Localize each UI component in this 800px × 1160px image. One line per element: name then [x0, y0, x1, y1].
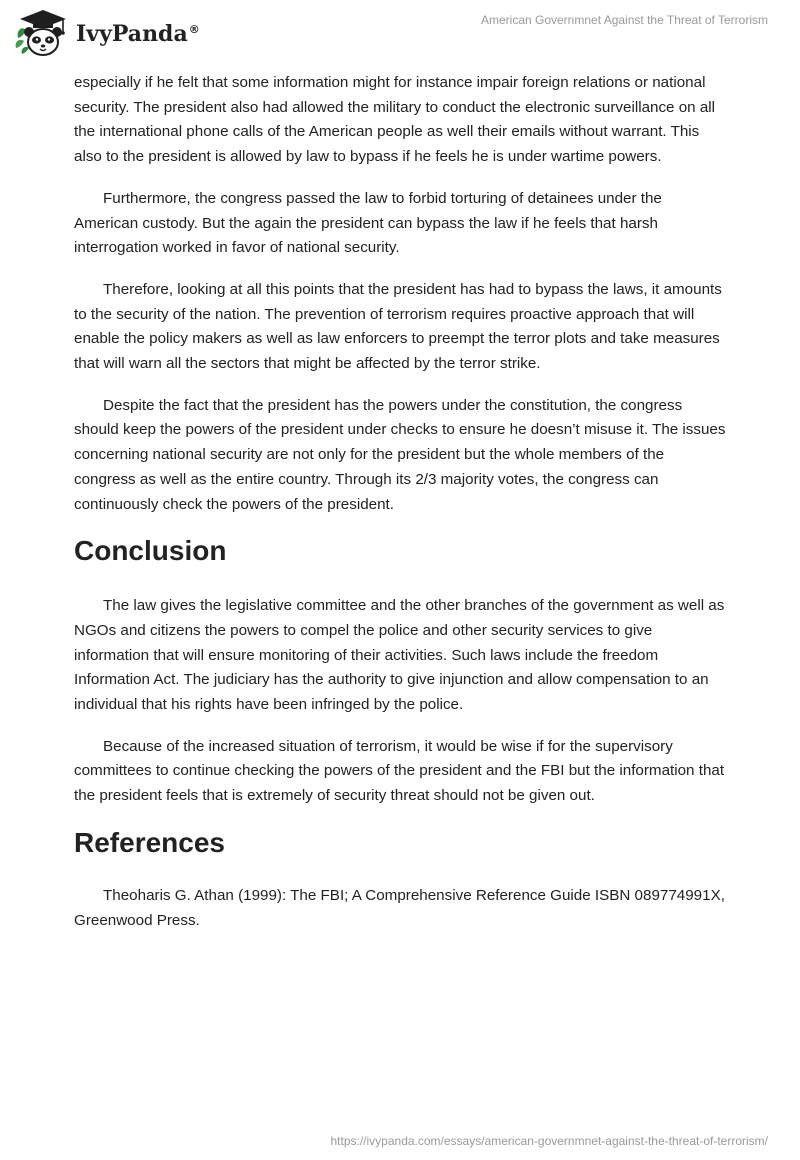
body-paragraph: Therefore, looking at all this points that the president has had to bypass the laws, it amounts to the security of the nation. The prevention of terrorism requires proactive approach that will enable the policy makers as well as law enforcers to preempt the terror plots and take measures that will warn all the sectors that might be affected by the terror strike.	[74, 280, 722, 373]
essay-content	[74, 71, 726, 950]
ivypanda-logo[interactable]	[14, 8, 200, 58]
references-heading: References	[74, 826, 225, 858]
body-paragraph: especially if he felt that some information might for instance impair foreign relations or national security. The president also had allowed the military to conduct the electronic surveillance on all the international phone calls of the American people as well their emails without warrant. This also to the president is allowed by law to bypass if he feels he is under wartime powers.	[74, 74, 716, 166]
body-paragraph: Despite the fact that the president has the powers under the constitution, the congress should keep the powers of the president under checks to ensure he doesn’t misuse it. The issues concerning national security are not only for the president but the whole members of the congress as well as the entire country. Through its 2/3 majority votes, the congress can continuously check the powers of the president.	[74, 396, 726, 513]
conclusion-paragraph: The law gives the legislative committee and the other branches of the government as well as NGOs and citizens the powers to compel the police and other security services to give information that will ensure monitoring of their activities. Such laws include the freedom Information Act. The judiciary has the authority to give injunction and allow compensation to an individual that his rights have been infringed by the police.	[74, 597, 725, 714]
registered-mark: ®	[188, 22, 200, 36]
panda-graduate-icon	[14, 8, 72, 58]
source-url[interactable]: https://ivypanda.com/essays/american-governmnet-against-the-threat-of-terrorism/	[330, 1134, 768, 1148]
reference-item: Theoharis G. Athan (1999): The FBI; A Comprehensive Reference Guide ISBN 089774991X, Greenwood Press.	[74, 886, 725, 929]
body-paragraph: Furthermore, the congress passed the law to forbid torturing of detainees under the American custody. But the again the president can bypass the law if he feels that harsh interrogation worked in favor of national security.	[74, 189, 662, 257]
document-title: American Governmnet Against the Threat of Terrorism	[480, 13, 768, 27]
logo-text: IvyPanda®	[76, 21, 200, 47]
conclusion-paragraph: Because of the increased situation of terrorism, it would be wise if for the supervisory committees to continue checking the powers of the president and the FBI but the information that the president feels that is extremely of security threat should not be given out.	[74, 737, 725, 805]
conclusion-heading: Conclusion	[74, 535, 227, 567]
page-header	[0, 0, 800, 60]
